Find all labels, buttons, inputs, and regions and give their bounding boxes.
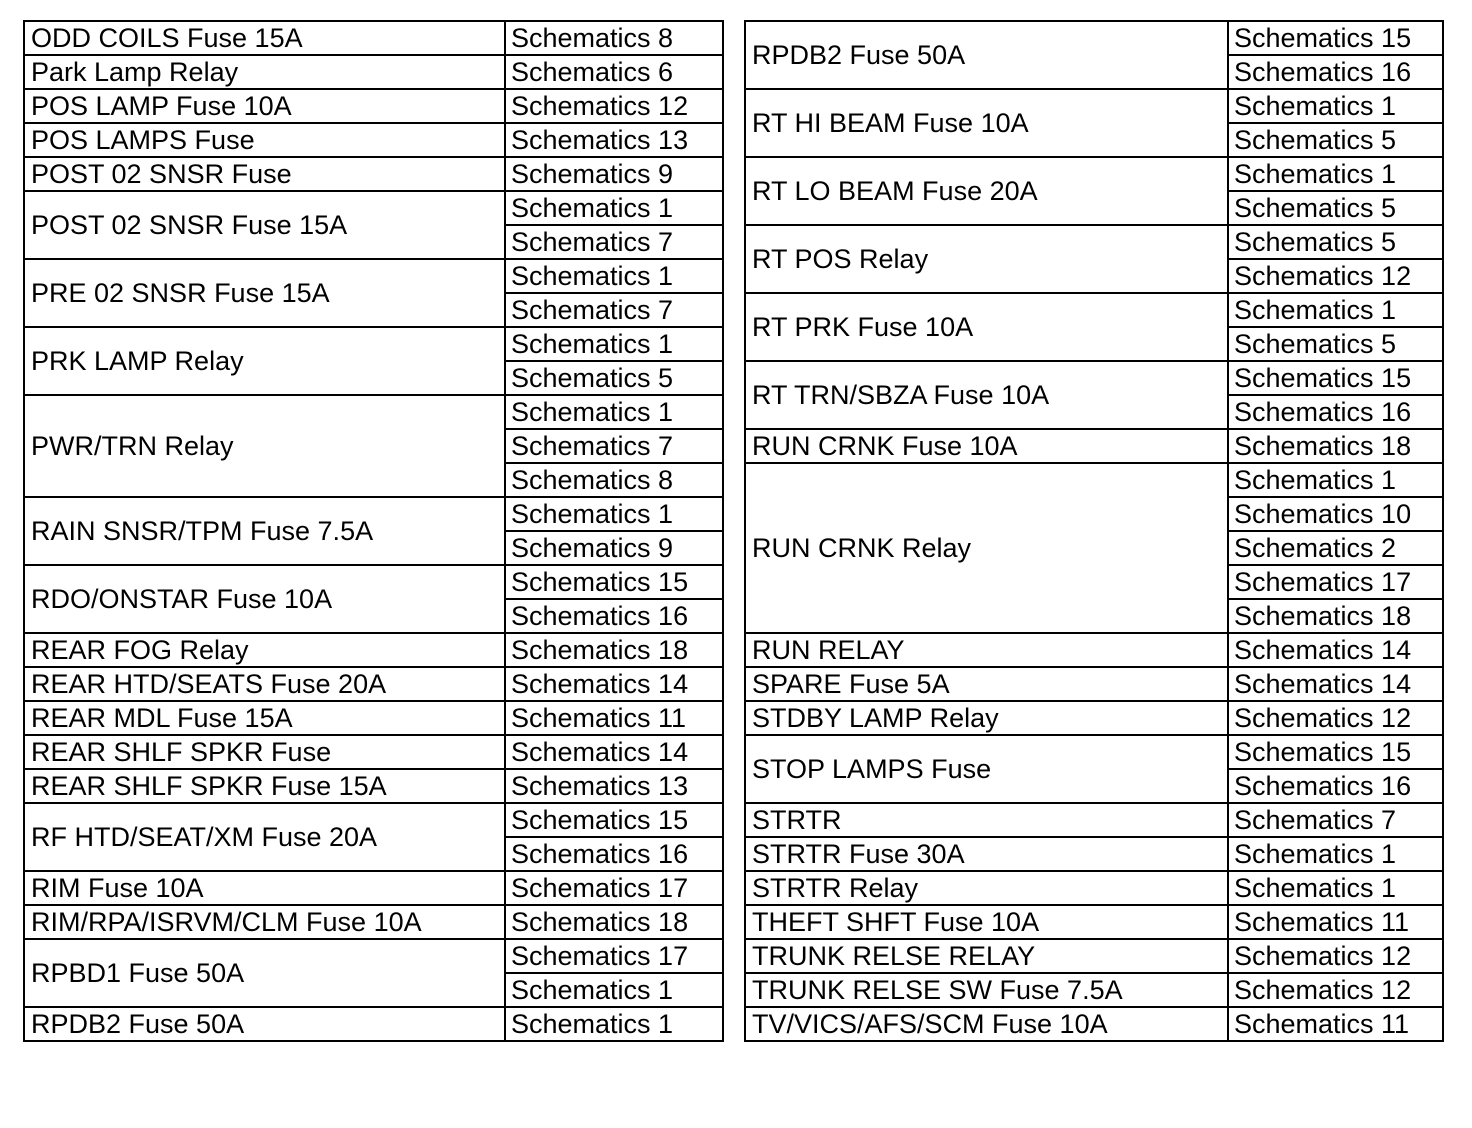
table-row — [24, 123, 723, 157]
schematic-ref-cell: Schematics 7 — [1228, 803, 1443, 837]
schematic-ref-cell: Schematics 13 — [505, 123, 723, 157]
table-row — [24, 803, 723, 837]
table-row — [745, 973, 1443, 1007]
component-name-cell: SPARE Fuse 5A — [745, 667, 1228, 701]
schematic-ref-cell: Schematics 15 — [1228, 735, 1443, 769]
schematic-ref-cell: Schematics 11 — [505, 701, 723, 735]
schematic-ref-cell: Schematics 1 — [1228, 871, 1443, 905]
table-row — [745, 225, 1443, 259]
table-row — [24, 1007, 723, 1041]
table-row — [745, 803, 1443, 837]
component-name-cell: REAR MDL Fuse 15A — [24, 701, 505, 735]
component-name-cell: STRTR — [745, 803, 1228, 837]
schematic-ref-cell: Schematics 5 — [1228, 327, 1443, 361]
schematic-ref-cell: Schematics 8 — [505, 21, 723, 55]
component-name-cell: THEFT SHFT Fuse 10A — [745, 905, 1228, 939]
schematic-ref-cell: Schematics 1 — [505, 1007, 723, 1041]
table-row — [745, 1007, 1443, 1041]
left-index-body — [24, 21, 723, 1041]
table-row — [24, 497, 723, 531]
component-name-cell: RDO/ONSTAR Fuse 10A — [24, 565, 505, 633]
schematic-ref-cell: Schematics 16 — [1228, 769, 1443, 803]
table-row — [745, 293, 1443, 327]
component-name-cell: RT POS Relay — [745, 225, 1228, 293]
schematic-ref-cell: Schematics 14 — [505, 667, 723, 701]
schematic-ref-cell: Schematics 12 — [1228, 973, 1443, 1007]
component-name-cell: REAR SHLF SPKR Fuse 15A — [24, 769, 505, 803]
table-row — [24, 327, 723, 361]
schematic-ref-cell: Schematics 1 — [1228, 89, 1443, 123]
schematic-ref-cell: Schematics 9 — [505, 157, 723, 191]
table-row — [745, 871, 1443, 905]
table-row — [745, 837, 1443, 871]
schematic-ref-cell: Schematics 11 — [1228, 905, 1443, 939]
table-row — [24, 259, 723, 293]
right-index-body — [745, 21, 1443, 1041]
component-name-cell: RPDB2 Fuse 50A — [745, 21, 1228, 89]
component-name-cell: POST 02 SNSR Fuse — [24, 157, 505, 191]
schematic-ref-cell: Schematics 5 — [1228, 191, 1443, 225]
schematic-ref-cell: Schematics 18 — [1228, 429, 1443, 463]
schematic-ref-cell: Schematics 1 — [1228, 157, 1443, 191]
schematic-ref-cell: Schematics 12 — [1228, 939, 1443, 973]
table-row — [24, 701, 723, 735]
component-name-cell: RT PRK Fuse 10A — [745, 293, 1228, 361]
table-row — [745, 429, 1443, 463]
component-name-cell: RT HI BEAM Fuse 10A — [745, 89, 1228, 157]
component-name-cell: PWR/TRN Relay — [24, 395, 505, 497]
schematic-ref-cell: Schematics 7 — [505, 429, 723, 463]
schematic-ref-cell: Schematics 8 — [505, 463, 723, 497]
schematic-ref-cell: Schematics 15 — [505, 803, 723, 837]
table-row — [745, 667, 1443, 701]
component-name-cell: POS LAMP Fuse 10A — [24, 89, 505, 123]
schematic-ref-cell: Schematics 5 — [1228, 123, 1443, 157]
table-row — [24, 191, 723, 225]
schematic-ref-cell: Schematics 6 — [505, 55, 723, 89]
schematic-ref-cell: Schematics 12 — [1228, 259, 1443, 293]
schematic-ref-cell: Schematics 7 — [505, 225, 723, 259]
schematic-ref-cell: Schematics 1 — [505, 327, 723, 361]
table-row — [745, 89, 1443, 123]
table-row — [24, 905, 723, 939]
schematic-ref-cell: Schematics 2 — [1228, 531, 1443, 565]
component-name-cell: TRUNK RELSE RELAY — [745, 939, 1228, 973]
component-name-cell: RT LO BEAM Fuse 20A — [745, 157, 1228, 225]
schematic-ref-cell: Schematics 17 — [1228, 565, 1443, 599]
schematic-ref-cell: Schematics 1 — [505, 497, 723, 531]
table-row — [745, 361, 1443, 395]
schematic-ref-cell: Schematics 5 — [1228, 225, 1443, 259]
component-name-cell: REAR FOG Relay — [24, 633, 505, 667]
schematic-ref-cell: Schematics 14 — [1228, 667, 1443, 701]
table-row — [745, 701, 1443, 735]
component-name-cell: Park Lamp Relay — [24, 55, 505, 89]
table-row — [745, 939, 1443, 973]
table-row — [745, 633, 1443, 667]
schematic-ref-cell: Schematics 15 — [1228, 361, 1443, 395]
schematic-ref-cell: Schematics 1 — [505, 973, 723, 1007]
component-name-cell: RUN CRNK Relay — [745, 463, 1228, 633]
left-index-table — [23, 20, 724, 1042]
schematic-ref-cell: Schematics 1 — [505, 395, 723, 429]
component-name-cell: RAIN SNSR/TPM Fuse 7.5A — [24, 497, 505, 565]
schematic-ref-cell: Schematics 18 — [505, 633, 723, 667]
schematic-ref-cell: Schematics 1 — [505, 191, 723, 225]
table-row — [24, 769, 723, 803]
schematic-ref-cell: Schematics 14 — [1228, 633, 1443, 667]
schematic-ref-cell: Schematics 12 — [1228, 701, 1443, 735]
component-name-cell: STRTR Fuse 30A — [745, 837, 1228, 871]
table-row — [24, 871, 723, 905]
component-name-cell: PRK LAMP Relay — [24, 327, 505, 395]
component-name-cell: PRE 02 SNSR Fuse 15A — [24, 259, 505, 327]
table-row — [745, 21, 1443, 55]
schematic-ref-cell: Schematics 7 — [505, 293, 723, 327]
schematic-ref-cell: Schematics 12 — [505, 89, 723, 123]
schematic-ref-cell: Schematics 17 — [505, 939, 723, 973]
table-row — [745, 463, 1443, 497]
table-row — [24, 395, 723, 429]
schematic-ref-cell: Schematics 16 — [505, 837, 723, 871]
component-name-cell: POST 02 SNSR Fuse 15A — [24, 191, 505, 259]
component-name-cell: RUN CRNK Fuse 10A — [745, 429, 1228, 463]
schematic-ref-cell: Schematics 13 — [505, 769, 723, 803]
schematic-ref-cell: Schematics 1 — [1228, 463, 1443, 497]
table-row — [24, 735, 723, 769]
schematic-ref-cell: Schematics 17 — [505, 871, 723, 905]
component-name-cell: RIM/RPA/ISRVM/CLM Fuse 10A — [24, 905, 505, 939]
component-name-cell: STOP LAMPS Fuse — [745, 735, 1228, 803]
table-row — [24, 565, 723, 599]
component-name-cell: RT TRN/SBZA Fuse 10A — [745, 361, 1228, 429]
component-name-cell: ODD COILS Fuse 15A — [24, 21, 505, 55]
component-name-cell: RIM Fuse 10A — [24, 871, 505, 905]
table-row — [24, 21, 723, 55]
component-name-cell: TRUNK RELSE SW Fuse 7.5A — [745, 973, 1228, 1007]
schematic-ref-cell: Schematics 18 — [1228, 599, 1443, 633]
right-index-table — [744, 20, 1444, 1042]
schematic-ref-cell: Schematics 16 — [505, 599, 723, 633]
table-row — [745, 905, 1443, 939]
schematic-ref-cell: Schematics 16 — [1228, 55, 1443, 89]
schematic-ref-cell: Schematics 1 — [505, 259, 723, 293]
component-name-cell: RUN RELAY — [745, 633, 1228, 667]
schematic-ref-cell: Schematics 11 — [1228, 1007, 1443, 1041]
component-name-cell: STRTR Relay — [745, 871, 1228, 905]
component-name-cell: TV/VICS/AFS/SCM Fuse 10A — [745, 1007, 1228, 1041]
table-row — [24, 633, 723, 667]
table-row — [745, 157, 1443, 191]
table-row — [24, 157, 723, 191]
schematic-ref-cell: Schematics 14 — [505, 735, 723, 769]
component-name-cell: RPBD1 Fuse 50A — [24, 939, 505, 1007]
schematic-ref-cell: Schematics 15 — [1228, 21, 1443, 55]
table-row — [24, 55, 723, 89]
table-row — [24, 667, 723, 701]
table-row — [24, 89, 723, 123]
component-name-cell: REAR SHLF SPKR Fuse — [24, 735, 505, 769]
schematic-ref-cell: Schematics 10 — [1228, 497, 1443, 531]
component-name-cell: STDBY LAMP Relay — [745, 701, 1228, 735]
schematic-ref-cell: Schematics 15 — [505, 565, 723, 599]
component-name-cell: RPDB2 Fuse 50A — [24, 1007, 505, 1041]
schematic-ref-cell: Schematics 9 — [505, 531, 723, 565]
component-name-cell: RF HTD/SEAT/XM Fuse 20A — [24, 803, 505, 871]
schematic-ref-cell: Schematics 18 — [505, 905, 723, 939]
table-row — [745, 735, 1443, 769]
schematic-ref-cell: Schematics 1 — [1228, 293, 1443, 327]
component-name-cell: REAR HTD/SEATS Fuse 20A — [24, 667, 505, 701]
schematic-ref-cell: Schematics 16 — [1228, 395, 1443, 429]
schematic-ref-cell: Schematics 1 — [1228, 837, 1443, 871]
table-row — [24, 939, 723, 973]
schematic-ref-cell: Schematics 5 — [505, 361, 723, 395]
component-name-cell: POS LAMPS Fuse — [24, 123, 505, 157]
